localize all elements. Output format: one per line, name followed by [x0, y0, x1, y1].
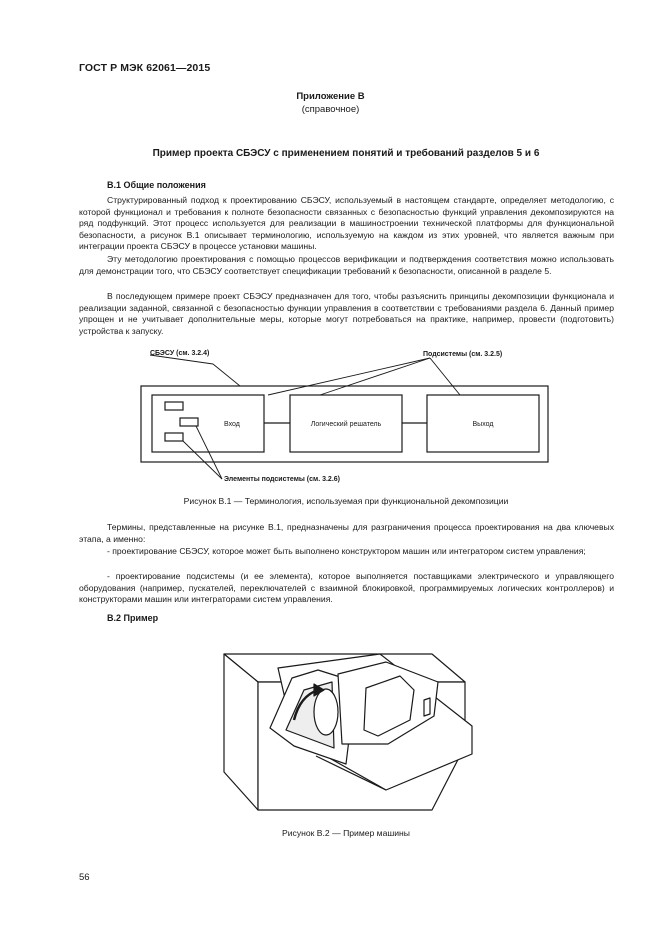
- machine-base-left-face: [224, 654, 258, 810]
- label-input: Вход: [224, 421, 240, 428]
- label-subsystems: Подсистемы (см. 3.2.5): [423, 351, 503, 358]
- terms-item-1: - проектирование СБЭСУ, которое может быть выполнено конструктором машин или интегратором систем управления;: [107, 546, 586, 556]
- annex-title: Приложение В: [296, 91, 365, 102]
- leader-sbesu-b: [213, 364, 240, 386]
- figure-1-caption: Рисунок В.1 — Терминология, используемая при функциональной декомпозиции: [183, 496, 509, 506]
- annex-subtitle: (справочное): [301, 104, 360, 115]
- spindle-chuck: [314, 689, 338, 735]
- door-handle: [424, 698, 430, 716]
- input-box: [152, 395, 264, 452]
- document-header: ГОСТ Р МЭК 62061—2015: [79, 62, 211, 74]
- figure-2-caption: Рисунок В.2 — Пример машины: [282, 828, 410, 838]
- machine-illustration: [210, 640, 480, 825]
- terms-item-2: - проектирование подсистемы (и ее элемента), которое выполняется поставщиками электрического и управляющего оборудования (например, пускателей, переключателей с взаимной блокировкой, программируемых логических контроллеров) и конструкторами машин или интеграторами систем управления.: [79, 571, 614, 605]
- label-output: Выход: [472, 421, 494, 428]
- section-1-paragraph-3: В последующем примере проект СБЭСУ предназначен для того, чтобы разъяснить принципы декомпозиции функционала и реализации заданной, связанной с безопасностью функции управления в соответствии с требованиями раздела 6. Данный пример упрощен и не учитывает дополнительные меры, которые могут потребоваться на практике, например, провести (подготовить) устройства к запуску.: [79, 291, 614, 336]
- element-box-2: [180, 418, 198, 426]
- label-elements: Элементы подсистемы (см. 3.2.6): [224, 476, 340, 483]
- figure-decomposition-diagram: [0, 340, 661, 490]
- leader-subsystems-b: [430, 358, 460, 395]
- element-box-1: [165, 402, 183, 410]
- label-logic-solver: Логический решатель: [310, 421, 382, 428]
- section-1-paragraph-2: Эту методологию проектирования с помощью процессов верификации и подтверждения соответствия можно использовать для демонстрации того, что СБЭСУ соответствует спецификации требований к безопасности, описанной в разделе 5.: [79, 254, 614, 276]
- leader-subsystems-a: [320, 358, 430, 395]
- leader-elements-a: [183, 441, 222, 479]
- element-box-3: [165, 433, 183, 441]
- section-1-paragraph-1: Структурированный подход к проектированию СБЭСУ, используемый в настоящем стандарте, определяет методологию, с которой функционал и требования к полноте безопасности связанных с безопасностью функций управления декомпозируются на ряд подфункций. Этот процесс используется для реализации в машиностроении технической платформы для функциональной безопасности, а рисунок В.1 описывает терминологию, используемую на каждом из этих уровней, что является важным при интеграции проекта СБЭСУ в процессе установки машины.: [79, 195, 614, 252]
- leader-subsystems-c: [268, 358, 430, 395]
- main-title: Пример проекта СБЭСУ с применением понятий и требований разделов 5 и 6: [152, 148, 540, 159]
- page-number: 56: [79, 872, 90, 883]
- terms-paragraph: Термины, представленные на рисунке В.1, предназначены для разграничения процесса проектирования на два ключевых этапа, а именно:: [79, 522, 614, 544]
- label-sbesu: СБЭСУ (см. 3.2.4): [150, 350, 210, 357]
- section-2-heading: В.2 Пример: [107, 613, 159, 623]
- section-1-heading: В.1 Общие положения: [107, 180, 206, 190]
